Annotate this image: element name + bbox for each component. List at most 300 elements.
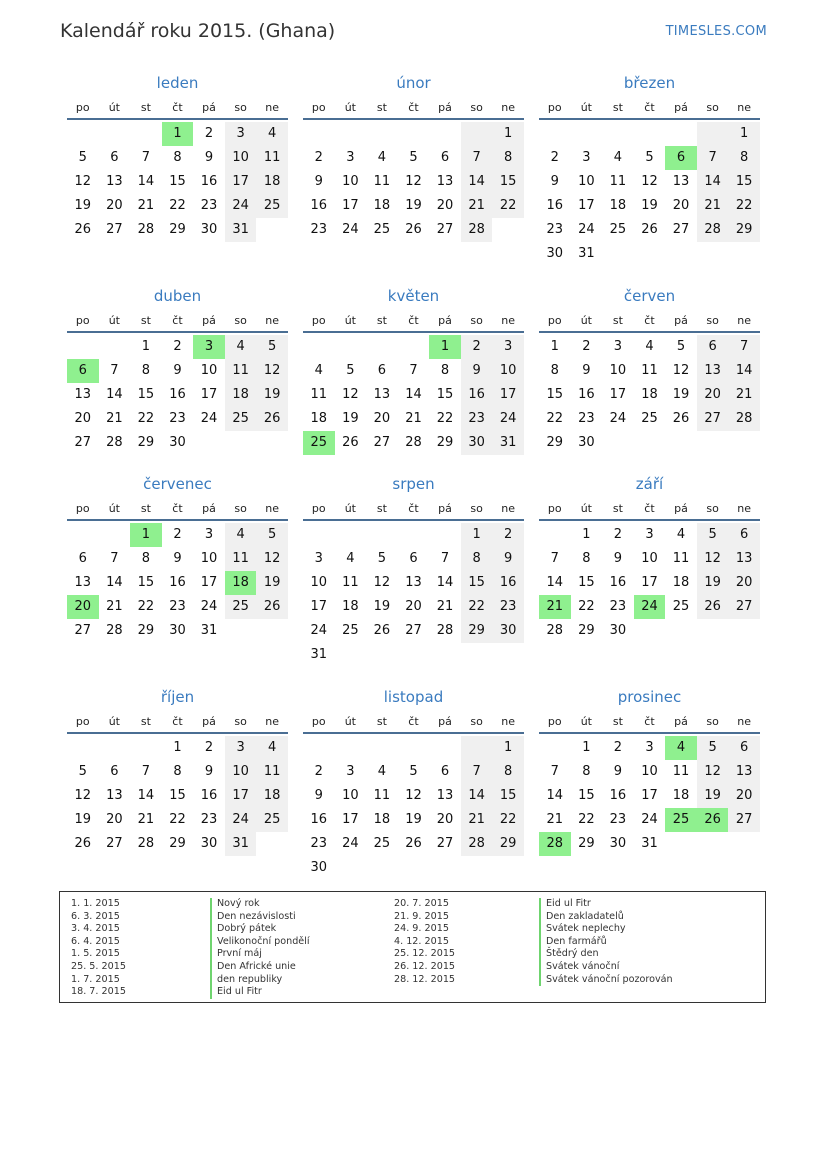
empty-cell <box>366 856 398 880</box>
weekday-header <box>67 497 288 521</box>
weekday-label: so <box>470 714 483 728</box>
weekday-label: so <box>234 501 247 515</box>
day-cell: 3 <box>225 736 257 760</box>
week-row <box>67 760 288 784</box>
empty-cell <box>429 856 461 880</box>
day-cell: 22 <box>169 812 186 827</box>
day-cell: 2 <box>613 527 623 542</box>
day-cell: 18 <box>225 383 257 407</box>
day-cell: 31 <box>200 623 218 638</box>
weekday-label: po <box>75 501 90 515</box>
day-cell: 2 <box>314 764 323 779</box>
page-title: Kalendář roku 2015. (Ghana) <box>60 20 336 42</box>
weekday-header <box>67 710 288 734</box>
day-cell: 18 <box>342 599 359 614</box>
day-cell: 24 <box>492 407 524 431</box>
weekday-label: pá <box>438 714 452 728</box>
weekday-label: ne <box>501 501 516 515</box>
weekday-label: st <box>612 313 623 327</box>
day-cell: 4 <box>346 551 355 566</box>
day-cell: 4 <box>645 339 654 354</box>
day-cell: 30 <box>609 623 627 638</box>
day-cell: 31 <box>578 246 595 261</box>
weekday-label: st <box>612 714 623 728</box>
empty-cell <box>728 431 760 455</box>
day-cell: 26 <box>342 435 359 450</box>
day-cell: 27 <box>436 836 454 851</box>
day-cell: 20 <box>672 198 690 213</box>
weekday-label: st <box>612 501 623 515</box>
week-row <box>303 571 524 595</box>
legend-right-dates <box>394 898 455 986</box>
week-row <box>303 760 524 784</box>
weekday-header <box>67 96 288 120</box>
month-name: únor <box>396 74 431 92</box>
empty-cell <box>634 122 666 146</box>
weekday-header <box>303 309 524 333</box>
day-cell: 21 <box>461 194 493 218</box>
day-cell: 1 <box>582 740 591 755</box>
day-cell: 28 <box>137 222 155 237</box>
day-cell: 3 <box>314 551 323 566</box>
weekday-label: čt <box>172 313 183 327</box>
day-cell: 21 <box>697 194 729 218</box>
week-row <box>67 122 288 146</box>
empty-cell <box>303 523 335 547</box>
week-row <box>303 523 524 547</box>
day-cell: 14 <box>137 174 155 189</box>
day-cell: 28 <box>106 435 123 450</box>
empty-cell <box>67 122 99 146</box>
week-row <box>539 122 760 146</box>
empty-cell <box>398 736 430 760</box>
day-cell: 19 <box>405 198 422 213</box>
empty-cell <box>461 122 493 146</box>
weekday-label: po <box>547 501 562 515</box>
empty-cell <box>366 736 398 760</box>
day-cell: 17 <box>641 575 658 590</box>
day-cell: 18 <box>256 784 288 808</box>
day-cell: 2 <box>550 150 559 165</box>
day-cell: 28 <box>539 832 571 856</box>
day-cell: 17 <box>342 198 359 213</box>
day-cell: 30 <box>578 435 595 450</box>
week-row <box>303 407 524 431</box>
day-cell: 5 <box>697 736 729 760</box>
day-cell: 19 <box>74 198 92 213</box>
weekday-label: pá <box>674 714 688 728</box>
day-cell: 5 <box>676 339 686 354</box>
month-6 <box>539 285 760 455</box>
day-cell: 15 <box>728 170 760 194</box>
empty-cell <box>256 832 288 856</box>
legend-holiday-name: Den Africké unie <box>210 961 310 974</box>
day-cell: 17 <box>200 387 218 402</box>
weekday-label: út <box>580 313 592 327</box>
day-cell: 24 <box>225 194 257 218</box>
day-cell: 6 <box>440 150 450 165</box>
day-cell: 3 <box>645 740 654 755</box>
week-row <box>67 359 288 383</box>
week-row <box>303 784 524 808</box>
day-cell: 10 <box>342 174 359 189</box>
day-cell: 30 <box>169 623 186 638</box>
empty-cell <box>665 832 697 856</box>
week-row <box>67 218 288 242</box>
day-cell: 6 <box>110 150 119 165</box>
weekday-label: st <box>140 100 151 114</box>
empty-cell <box>539 523 571 547</box>
day-cell: 1 <box>162 122 194 146</box>
month-name: duben <box>153 287 202 305</box>
empty-cell <box>193 431 225 455</box>
week-row <box>539 547 760 571</box>
week-row <box>539 170 760 194</box>
day-cell: 24 <box>342 836 359 851</box>
day-cell: 17 <box>342 812 359 827</box>
weekday-label: pá <box>438 313 452 327</box>
weekday-label: pá <box>674 501 688 515</box>
day-cell: 24 <box>342 222 359 237</box>
day-cell: 25 <box>225 595 257 619</box>
day-cell: 9 <box>204 150 214 165</box>
day-cell: 31 <box>641 836 658 851</box>
day-cell: 8 <box>550 363 559 378</box>
day-cell: 15 <box>578 788 595 803</box>
weekday-label: pá <box>438 100 452 114</box>
weekday-label: st <box>376 501 387 515</box>
weekday-label: čt <box>408 100 419 114</box>
day-cell: 30 <box>461 431 493 455</box>
day-cell: 17 <box>578 198 595 213</box>
day-cell: 28 <box>546 623 564 638</box>
day-cell: 12 <box>697 760 729 784</box>
day-cell: 20 <box>74 411 92 426</box>
week-row <box>67 832 288 856</box>
day-cell: 21 <box>461 808 493 832</box>
weekday-label: út <box>344 313 356 327</box>
day-cell: 21 <box>137 198 155 213</box>
day-cell: 1 <box>550 339 559 354</box>
empty-cell <box>634 242 666 266</box>
day-cell: 14 <box>461 784 493 808</box>
day-cell: 6 <box>728 736 760 760</box>
day-cell: 11 <box>225 359 257 383</box>
legend-date: 25. 12. 2015 <box>394 948 456 960</box>
week-row <box>303 383 524 407</box>
day-cell: 25 <box>609 222 627 237</box>
weekday-label: út <box>108 714 120 728</box>
day-cell: 5 <box>256 335 288 359</box>
day-cell: 9 <box>173 551 182 566</box>
day-grid <box>539 736 760 856</box>
empty-cell <box>99 736 131 760</box>
legend-date: 1. 5. 2015 <box>71 948 120 960</box>
month-9 <box>539 473 760 643</box>
day-cell: 24 <box>225 808 257 832</box>
weekday-header <box>303 497 524 521</box>
day-cell: 16 <box>492 571 524 595</box>
empty-cell <box>303 122 335 146</box>
empty-cell <box>366 643 398 667</box>
day-cell: 30 <box>169 435 186 450</box>
week-row <box>67 146 288 170</box>
day-cell: 19 <box>641 198 658 213</box>
legend-right-names <box>539 898 673 986</box>
day-cell: 6 <box>440 764 450 779</box>
day-cell: 7 <box>110 363 119 378</box>
day-cell: 25 <box>672 599 690 614</box>
weekday-label: pá <box>202 714 216 728</box>
day-cell: 14 <box>106 387 123 402</box>
day-cell: 21 <box>436 599 454 614</box>
week-row <box>539 194 760 218</box>
day-cell: 24 <box>310 623 328 638</box>
day-cell: 12 <box>697 547 729 571</box>
day-cell: 5 <box>409 764 418 779</box>
day-cell: 12 <box>256 359 288 383</box>
day-cell: 8 <box>173 150 182 165</box>
day-cell: 13 <box>106 788 123 803</box>
week-row <box>67 407 288 431</box>
weekday-label: po <box>75 313 90 327</box>
day-cell: 22 <box>436 411 454 426</box>
empty-cell <box>665 431 697 455</box>
weekday-label: po <box>547 313 562 327</box>
day-cell: 10 <box>609 363 627 378</box>
day-cell: 14 <box>137 788 155 803</box>
day-cell: 8 <box>728 146 760 170</box>
weekday-label: so <box>706 100 719 114</box>
day-cell: 15 <box>461 571 493 595</box>
day-grid <box>67 335 288 455</box>
day-cell: 9 <box>492 547 524 571</box>
day-cell: 26 <box>641 222 658 237</box>
week-row <box>539 146 760 170</box>
day-cell: 20 <box>697 383 729 407</box>
day-cell: 7 <box>461 760 493 784</box>
day-cell: 18 <box>672 788 690 803</box>
day-cell: 20 <box>106 198 123 213</box>
day-cell: 8 <box>492 760 524 784</box>
day-cell: 5 <box>78 764 87 779</box>
day-cell: 23 <box>578 411 595 426</box>
weekday-header <box>539 710 760 734</box>
day-cell: 23 <box>609 599 627 614</box>
day-cell: 20 <box>436 812 454 827</box>
week-row <box>539 571 760 595</box>
day-cell: 1 <box>429 335 461 359</box>
empty-cell <box>539 122 571 146</box>
day-cell: 24 <box>200 599 218 614</box>
weekday-label: čt <box>644 100 655 114</box>
day-cell: 9 <box>582 363 591 378</box>
day-cell: 10 <box>578 174 595 189</box>
legend-holiday-name: Den nezávislosti <box>210 911 310 924</box>
weekday-label: čt <box>408 313 419 327</box>
week-row <box>539 784 760 808</box>
day-cell: 3 <box>492 335 524 359</box>
day-cell: 12 <box>373 575 391 590</box>
day-cell: 19 <box>373 599 391 614</box>
day-cell: 13 <box>373 387 391 402</box>
day-cell: 20 <box>106 812 123 827</box>
day-cell: 10 <box>225 146 257 170</box>
day-cell: 29 <box>169 222 186 237</box>
week-row <box>539 808 760 832</box>
empty-cell <box>602 122 634 146</box>
empty-cell <box>256 218 288 242</box>
empty-cell <box>99 122 131 146</box>
weekday-label: ne <box>501 100 516 114</box>
week-row <box>303 595 524 619</box>
day-cell: 7 <box>697 146 729 170</box>
day-cell: 19 <box>74 812 92 827</box>
week-row <box>539 736 760 760</box>
empty-cell <box>366 335 398 359</box>
weekday-label: út <box>108 100 120 114</box>
day-cell: 2 <box>204 126 214 141</box>
weekday-label: po <box>75 100 90 114</box>
brand-logo-text[interactable]: TIMESLES.COM <box>665 24 767 39</box>
day-cell: 20 <box>405 599 422 614</box>
week-row <box>303 335 524 359</box>
legend-date: 25. 5. 2015 <box>71 960 126 972</box>
day-grid <box>539 523 760 643</box>
week-row <box>539 523 760 547</box>
empty-cell <box>67 736 99 760</box>
day-cell: 24 <box>609 411 627 426</box>
day-cell: 11 <box>256 146 288 170</box>
day-cell: 22 <box>492 808 524 832</box>
day-cell: 16 <box>200 788 218 803</box>
empty-cell <box>697 122 729 146</box>
day-grid <box>67 736 288 856</box>
month-10 <box>67 686 288 856</box>
day-cell: 10 <box>641 764 658 779</box>
day-cell: 10 <box>641 551 658 566</box>
weekday-label: čt <box>172 714 183 728</box>
weekday-label: ne <box>737 501 752 515</box>
day-cell: 9 <box>173 363 182 378</box>
day-grid <box>303 122 524 242</box>
day-cell: 15 <box>578 575 595 590</box>
weekday-label: so <box>470 100 483 114</box>
day-cell: 8 <box>461 547 493 571</box>
month-name: červen <box>623 287 676 305</box>
day-cell: 5 <box>346 363 355 378</box>
empty-cell <box>429 122 461 146</box>
week-row <box>539 832 760 856</box>
day-cell: 12 <box>405 174 422 189</box>
day-cell: 16 <box>609 575 627 590</box>
day-cell: 27 <box>672 222 690 237</box>
weekday-label: so <box>706 501 719 515</box>
day-cell: 17 <box>492 383 524 407</box>
day-cell: 13 <box>106 174 123 189</box>
day-cell: 27 <box>728 595 760 619</box>
empty-cell <box>335 643 367 667</box>
weekday-label: čt <box>172 100 183 114</box>
day-cell: 22 <box>169 198 186 213</box>
day-cell: 2 <box>173 527 182 542</box>
day-cell: 12 <box>74 788 92 803</box>
day-cell: 4 <box>225 523 257 547</box>
day-cell: 1 <box>728 122 760 146</box>
day-cell: 18 <box>373 198 391 213</box>
day-cell: 5 <box>697 523 729 547</box>
day-cell: 26 <box>74 836 92 851</box>
day-cell: 17 <box>225 170 257 194</box>
day-cell: 16 <box>310 812 328 827</box>
day-cell: 28 <box>405 435 422 450</box>
day-cell: 31 <box>225 832 257 856</box>
weekday-label: ne <box>501 714 516 728</box>
week-row <box>303 547 524 571</box>
day-cell: 17 <box>641 788 658 803</box>
day-cell: 27 <box>728 808 760 832</box>
day-cell: 21 <box>137 812 155 827</box>
day-cell: 13 <box>697 359 729 383</box>
week-row <box>303 856 524 880</box>
day-cell: 25 <box>373 222 391 237</box>
day-cell: 7 <box>550 551 559 566</box>
empty-cell <box>728 619 760 643</box>
weekday-label: so <box>234 714 247 728</box>
weekday-label: so <box>234 100 247 114</box>
day-cell: 1 <box>461 523 493 547</box>
empty-cell <box>539 736 571 760</box>
day-cell: 11 <box>641 363 658 378</box>
day-cell: 6 <box>665 146 697 170</box>
empty-cell <box>303 335 335 359</box>
day-cell: 20 <box>67 595 99 619</box>
day-cell: 3 <box>225 122 257 146</box>
empty-cell <box>335 122 367 146</box>
day-cell: 1 <box>141 339 151 354</box>
day-cell: 21 <box>546 812 564 827</box>
day-cell: 18 <box>373 812 391 827</box>
day-cell: 30 <box>200 222 218 237</box>
day-cell: 17 <box>200 575 218 590</box>
day-cell: 12 <box>74 174 92 189</box>
day-cell: 13 <box>74 387 92 402</box>
day-cell: 27 <box>74 623 92 638</box>
day-cell: 18 <box>256 170 288 194</box>
day-cell: 18 <box>609 198 627 213</box>
weekday-label: út <box>580 501 592 515</box>
weekday-label: ne <box>265 501 280 515</box>
day-cell: 13 <box>728 760 760 784</box>
weekday-header <box>303 96 524 120</box>
weekday-label: ne <box>737 714 752 728</box>
day-grid <box>303 736 524 880</box>
day-cell: 4 <box>665 736 697 760</box>
day-cell: 3 <box>645 527 654 542</box>
day-cell: 21 <box>728 383 760 407</box>
empty-cell <box>303 736 335 760</box>
day-cell: 8 <box>141 363 151 378</box>
day-cell: 7 <box>461 146 493 170</box>
empty-cell <box>225 431 257 455</box>
empty-cell <box>665 122 697 146</box>
day-cell: 30 <box>310 860 328 875</box>
week-row <box>67 170 288 194</box>
week-row <box>67 547 288 571</box>
day-cell: 2 <box>613 740 623 755</box>
day-cell: 4 <box>314 363 323 378</box>
day-cell: 23 <box>200 812 218 827</box>
